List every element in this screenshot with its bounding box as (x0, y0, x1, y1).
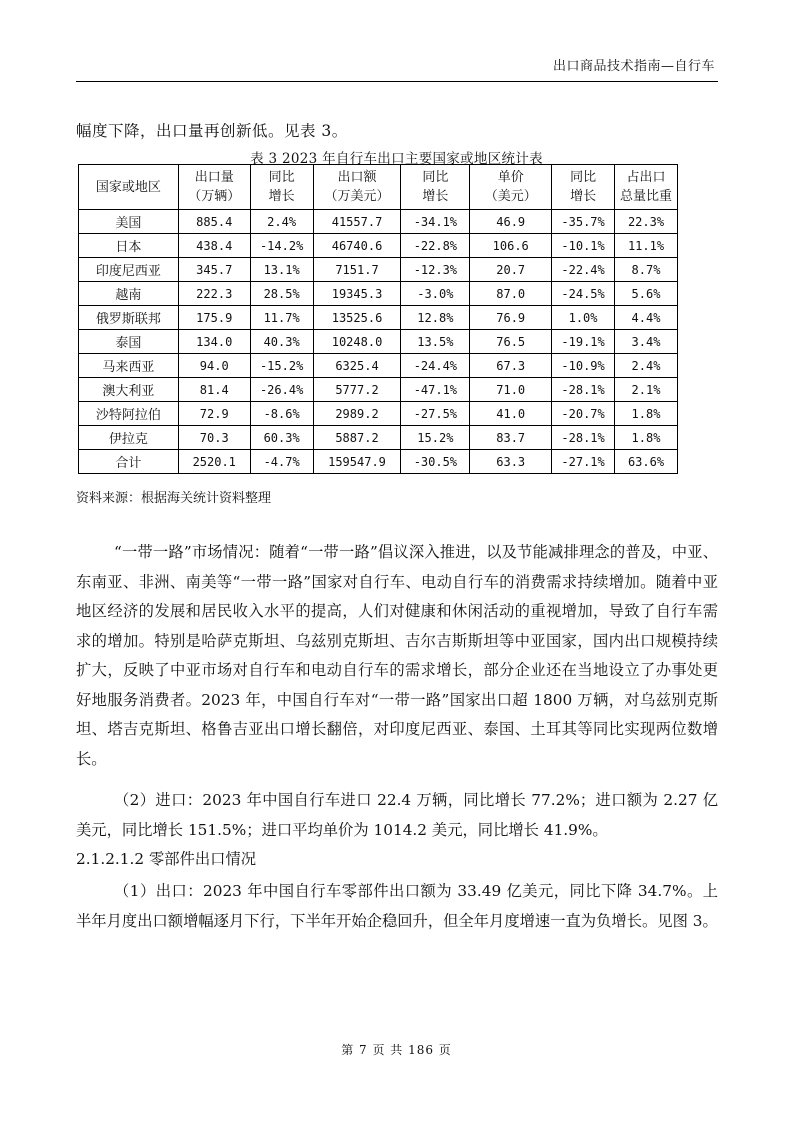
table-header-cell: 出口额 （万美元） (313, 165, 401, 210)
table-header-cell: 单价 （美元） (470, 165, 552, 210)
value-cell: -28.1% (552, 378, 615, 402)
value-cell: -3.0% (401, 282, 470, 306)
country-cell: 俄罗斯联邦 (79, 306, 179, 330)
table-row (79, 306, 678, 330)
page-number: 第 7 页 共 186 页 (341, 1043, 452, 1057)
value-cell: 13525.6 (313, 306, 401, 330)
value-cell: 4.4% (615, 306, 678, 330)
value-cell: -34.1% (401, 210, 470, 234)
table-row (79, 426, 678, 450)
running-header: 出口商品技术指南—自行车 (552, 59, 715, 74)
table-row (79, 330, 678, 354)
value-cell: -15.2% (250, 354, 313, 378)
table-source: 资料来源：根据海关统计资料整理 (76, 491, 272, 506)
value-cell: 1.8% (615, 402, 678, 426)
value-cell: 885.4 (178, 210, 250, 234)
value-cell: -20.7% (552, 402, 615, 426)
value-cell: 20.7 (470, 258, 552, 282)
country-cell: 澳大利亚 (79, 378, 179, 402)
table-header-row (79, 165, 678, 210)
paragraph-belt-road: “一带一路”市场情况：随着“一带一路”倡议深入推进，以及节能减排理念的普及，中亚、东南亚、非洲、南美等“一带一路”国家对自行车、电动自行车的消费需求持续增加。随着中亚地区经济的发展和居民收入水平的提高，人们对健康和休闲活动的重视增加，导致了自行车需求的增加。特别是哈萨克斯坦、乌兹别克斯坦、吉尔吉斯斯坦等中亚国家，国内出口规模持续扩大，反映了中亚市场对自行车和电动自行车的需求增长，部分企业还在当地设立了办事处更好地服务消费者。2023 年，中国自行车对“一带一路”国家出口超 1800 万辆，对乌兹别克斯坦、塔吉克斯坦、格鲁吉亚出口增长翻倍，对印度尼西亚、泰国、土耳其等同比实现两位数增长。 (76, 543, 718, 768)
country-cell: 美国 (79, 210, 179, 234)
value-cell: 2989.2 (313, 402, 401, 426)
value-cell: -26.4% (250, 378, 313, 402)
value-cell: 41.0 (470, 402, 552, 426)
value-cell: 67.3 (470, 354, 552, 378)
value-cell: 2520.1 (178, 450, 250, 474)
value-cell: 159547.9 (313, 450, 401, 474)
value-cell: -22.4% (552, 258, 615, 282)
value-cell: 83.7 (470, 426, 552, 450)
value-cell: 8.7% (615, 258, 678, 282)
value-cell: 2.4% (615, 354, 678, 378)
value-cell: 106.6 (470, 234, 552, 258)
value-cell: -24.5% (552, 282, 615, 306)
value-cell: -27.5% (401, 402, 470, 426)
value-cell: 81.4 (178, 378, 250, 402)
value-cell: 10248.0 (313, 330, 401, 354)
value-cell: -19.1% (552, 330, 615, 354)
value-cell: 2.4% (250, 210, 313, 234)
value-cell: 22.3% (615, 210, 678, 234)
country-cell: 日本 (79, 234, 179, 258)
value-cell: -28.1% (552, 426, 615, 450)
table-header-cell: 占出口 总量比重 (615, 165, 678, 210)
export-stats-table (78, 164, 678, 474)
value-cell: 13.1% (250, 258, 313, 282)
country-cell: 合计 (79, 450, 179, 474)
value-cell: -47.1% (401, 378, 470, 402)
value-cell: 1.0% (552, 306, 615, 330)
value-cell: 63.6% (615, 450, 678, 474)
value-cell: 15.2% (401, 426, 470, 450)
value-cell: 46.9 (470, 210, 552, 234)
value-cell: 40.3% (250, 330, 313, 354)
table-row (79, 210, 678, 234)
section-heading: 2.1.2.1.2 零部件出口情况 (76, 850, 257, 868)
value-cell: -27.1% (552, 450, 615, 474)
table-row (79, 234, 678, 258)
value-cell: 134.0 (178, 330, 250, 354)
value-cell: 72.9 (178, 402, 250, 426)
value-cell: 11.1% (615, 234, 678, 258)
value-cell: 71.0 (470, 378, 552, 402)
table-row (79, 282, 678, 306)
paragraph-parts-export: （1）出口：2023 年中国自行车零部件出口额为 33.49 亿美元，同比下降 34.7%。上半年月度出口额增幅逐月下行，下半年开始企稳回升，但全年月度增速一直为负增长。见图 3。 (76, 882, 718, 930)
table-row (79, 354, 678, 378)
value-cell: 70.3 (178, 426, 250, 450)
table-header-cell: 同比 增长 (552, 165, 615, 210)
table-row (79, 258, 678, 282)
value-cell: 76.5 (470, 330, 552, 354)
value-cell: -22.8% (401, 234, 470, 258)
table-header-cell: 出口量 （万辆） (178, 165, 250, 210)
table-header-cell: 同比 增长 (401, 165, 470, 210)
table-row (79, 378, 678, 402)
value-cell: 5.6% (615, 282, 678, 306)
value-cell: -24.4% (401, 354, 470, 378)
value-cell: 5887.2 (313, 426, 401, 450)
value-cell: 2.1% (615, 378, 678, 402)
value-cell: 175.9 (178, 306, 250, 330)
value-cell: -8.6% (250, 402, 313, 426)
value-cell: 19345.3 (313, 282, 401, 306)
value-cell: 87.0 (470, 282, 552, 306)
value-cell: 1.8% (615, 426, 678, 450)
table-header-cell: 国家或地区 (79, 165, 179, 210)
table-row (79, 450, 678, 474)
country-cell: 泰国 (79, 330, 179, 354)
value-cell: -14.2% (250, 234, 313, 258)
value-cell: -10.9% (552, 354, 615, 378)
country-cell: 印度尼西亚 (79, 258, 179, 282)
value-cell: 7151.7 (313, 258, 401, 282)
value-cell: 94.0 (178, 354, 250, 378)
value-cell: 5777.2 (313, 378, 401, 402)
value-cell: -10.1% (552, 234, 615, 258)
value-cell: 60.3% (250, 426, 313, 450)
value-cell: -4.7% (250, 450, 313, 474)
table-header-cell: 同比 增长 (250, 165, 313, 210)
country-cell: 马来西亚 (79, 354, 179, 378)
value-cell: 63.3 (470, 450, 552, 474)
lead-text: 幅度下降，出口量再创新低。见表 3。 (76, 122, 348, 140)
value-cell: 28.5% (250, 282, 313, 306)
value-cell: 76.9 (470, 306, 552, 330)
value-cell: 3.4% (615, 330, 678, 354)
value-cell: 438.4 (178, 234, 250, 258)
value-cell: 345.7 (178, 258, 250, 282)
country-cell: 越南 (79, 282, 179, 306)
table-title: 表 3 2023 年自行车出口主要国家或地区统计表 (250, 151, 543, 167)
table-row (79, 402, 678, 426)
value-cell: 46740.6 (313, 234, 401, 258)
value-cell: -30.5% (401, 450, 470, 474)
value-cell: 222.3 (178, 282, 250, 306)
country-cell: 伊拉克 (79, 426, 179, 450)
value-cell: 41557.7 (313, 210, 401, 234)
value-cell: -35.7% (552, 210, 615, 234)
value-cell: 13.5% (401, 330, 470, 354)
header-rule (76, 81, 718, 82)
value-cell: 12.8% (401, 306, 470, 330)
value-cell: -12.3% (401, 258, 470, 282)
value-cell: 6325.4 (313, 354, 401, 378)
country-cell: 沙特阿拉伯 (79, 402, 179, 426)
value-cell: 11.7% (250, 306, 313, 330)
paragraph-import: （2）进口：2023 年中国自行车进口 22.4 万辆，同比增长 77.2%；进口额为 2.27 亿美元，同比增长 151.5%；进口平均单价为 1014.2 美元，同比增长 41.9%。 (76, 791, 718, 839)
